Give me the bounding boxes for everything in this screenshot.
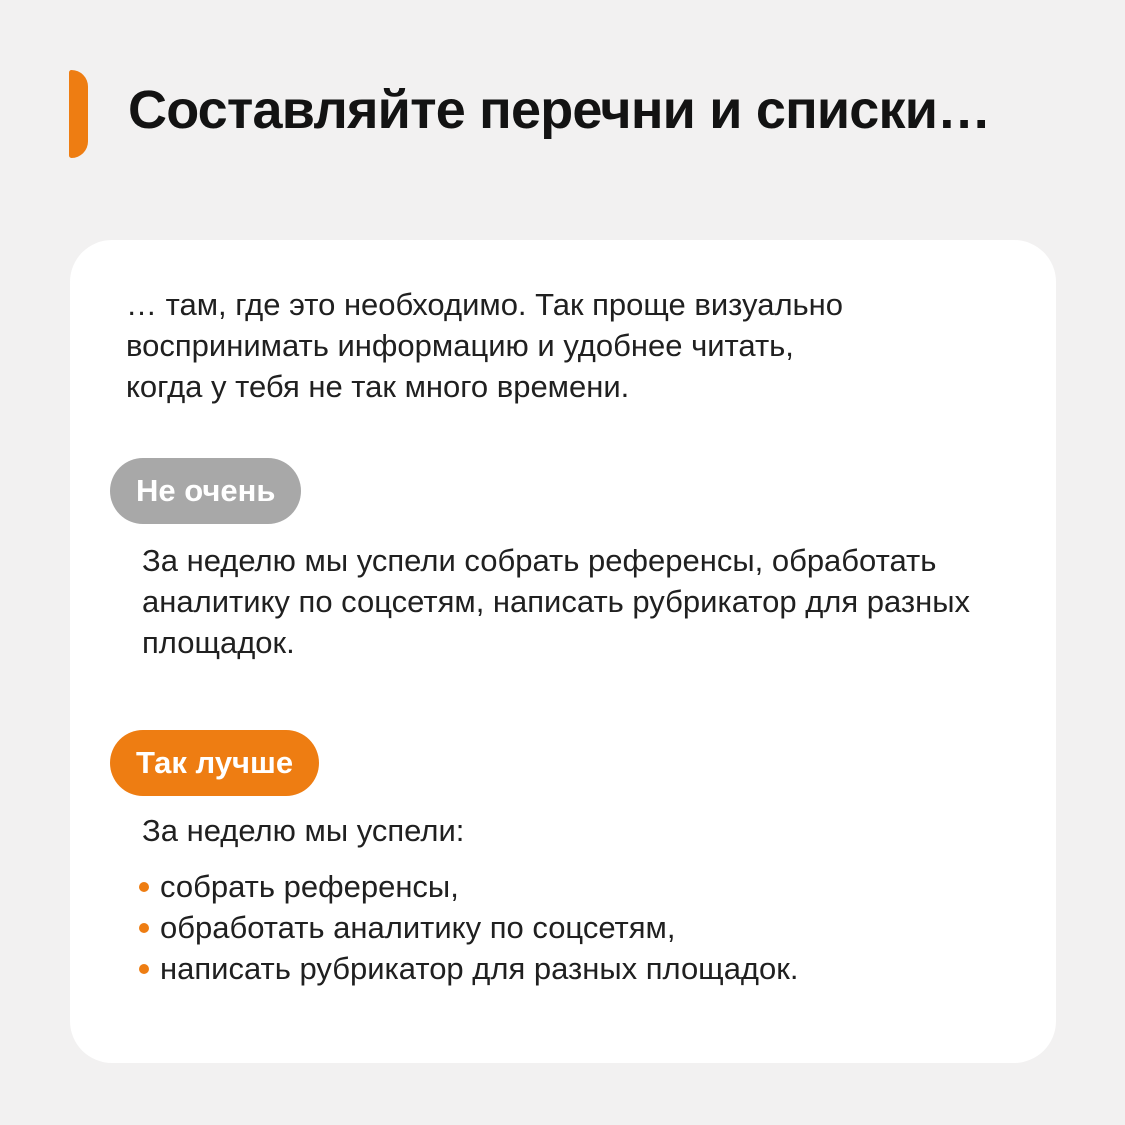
intro-paragraph-line: … там, где это необходимо. Так проще визуально [126, 287, 844, 322]
content-card [70, 240, 1056, 1063]
good-example-list-item: обработать аналитику по соцсетям, [139, 907, 1016, 948]
intro-paragraph [126, 284, 1016, 407]
good-example-badge-label: Так лучше [136, 745, 294, 780]
bad-example-badge-label: Не очень [136, 473, 276, 508]
intro-paragraph-line: воспринимать информацию и удобнее читать, [126, 328, 794, 363]
bad-example-badge [110, 458, 301, 524]
bad-example-text-line: площадок. [142, 625, 295, 660]
bad-example-text-line: аналитику по соцсетям, написать рубрикатор для разных [142, 584, 971, 619]
bad-example-text [142, 540, 1016, 663]
good-example-lead: За неделю мы успели: [142, 813, 465, 848]
intro-paragraph-line: когда у тебя не так много времени. [126, 369, 630, 404]
good-example-badge [110, 730, 319, 796]
good-example-list-item: написать рубрикатор для разных площадок. [139, 948, 1016, 989]
page-title: Составляйте перечни и списки… [128, 80, 991, 140]
good-example-list [139, 866, 1016, 989]
good-example-list-item: собрать референсы, [139, 866, 1016, 907]
bad-example-text-line: За неделю мы успели собрать референсы, обработать [142, 543, 937, 578]
title-accent-bar [69, 70, 88, 158]
